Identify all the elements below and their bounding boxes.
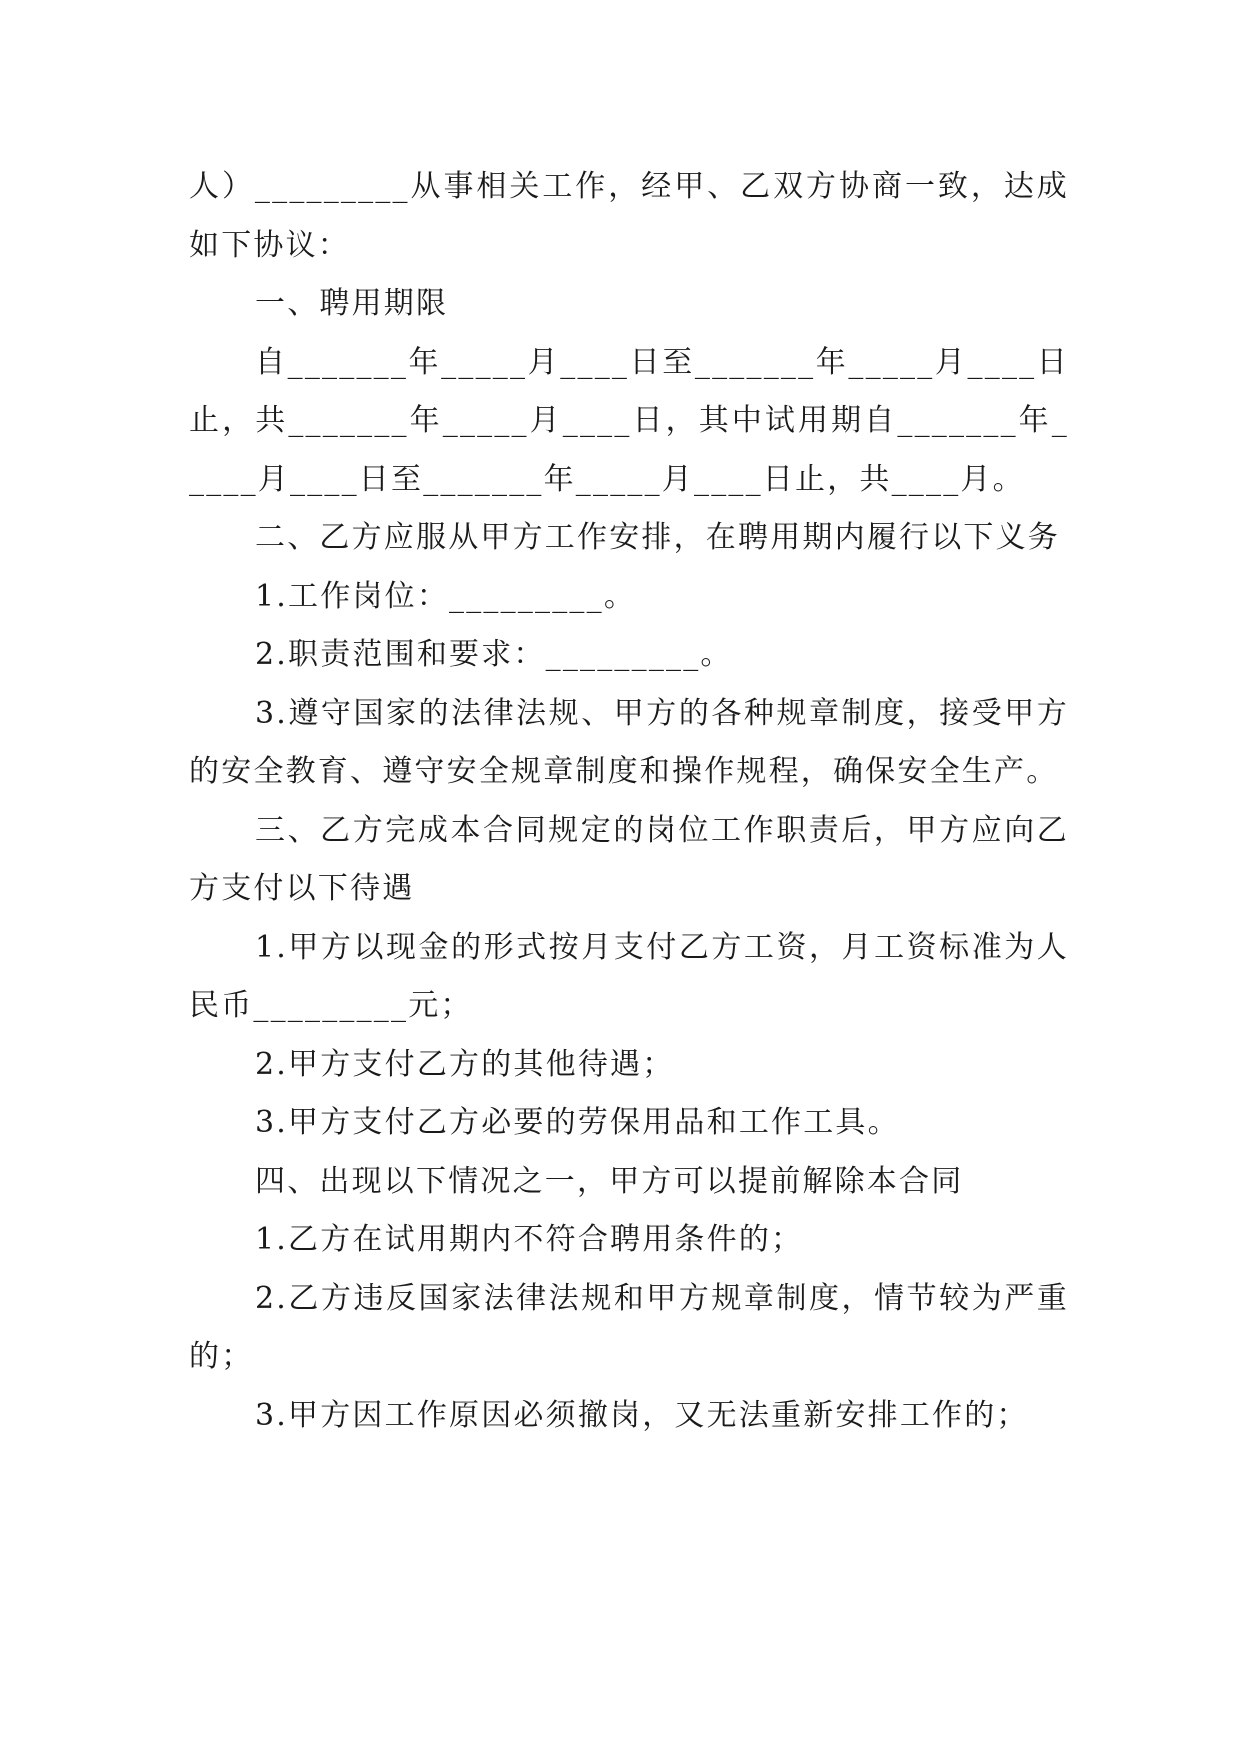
paragraph-agreement-intro: 人）_________从事相关工作，经甲、乙双方协商一致，达成如下协议： — [189, 169, 1069, 263]
heading-party-b-obligations: 二、乙方应服从甲方工作安排，在聘用期内履行以下义务 — [255, 520, 1060, 555]
item-work-supplies: 3.甲方支付乙方必要的劳保用品和工作工具。 — [255, 1105, 900, 1140]
heading-compensation: 三、乙方完成本合同规定的岗位工作职责后，甲方应向乙方支付以下待遇 — [189, 812, 1069, 906]
item-other-benefits: 2.甲方支付乙方的其他待遇； — [255, 1046, 675, 1082]
item-duties-scope: 2.职责范围和要求：_________。 — [255, 637, 733, 672]
heading-employment-term: 一、聘用期限 — [255, 286, 449, 321]
item-monthly-salary: 1.甲方以现金的形式按月支付乙方工资，月工资标准为人民币_________元； — [189, 929, 1069, 1023]
item-job-position: 1.工作岗位：_________。 — [255, 578, 637, 614]
paragraph-term-dates: 自_______年_____月____日至_______年_____月____日止，共_______年_____月____日，其中试用期自_______年_____月____日至_______年_____月____日止，共____月。 — [189, 344, 1069, 497]
heading-early-termination: 四、出现以下情况之一，甲方可以提前解除本合同 — [255, 1163, 964, 1199]
contract-body — [189, 158, 1069, 1445]
item-probation-failure: 1.乙方在试用期内不符合聘用条件的； — [255, 1222, 804, 1257]
item-position-removed: 3.甲方因工作原因必须撤岗，又无法重新安排工作的； — [255, 1397, 1029, 1433]
item-serious-violation: 2.乙方违反国家法律法规和甲方规章制度，情节较为严重的； — [189, 1280, 1069, 1374]
item-compliance: 3.遵守国家的法律法规、甲方的各种规章制度，接受甲方的安全教育、遵守安全规章制度和操作规程，确保安全生产。 — [189, 695, 1069, 789]
